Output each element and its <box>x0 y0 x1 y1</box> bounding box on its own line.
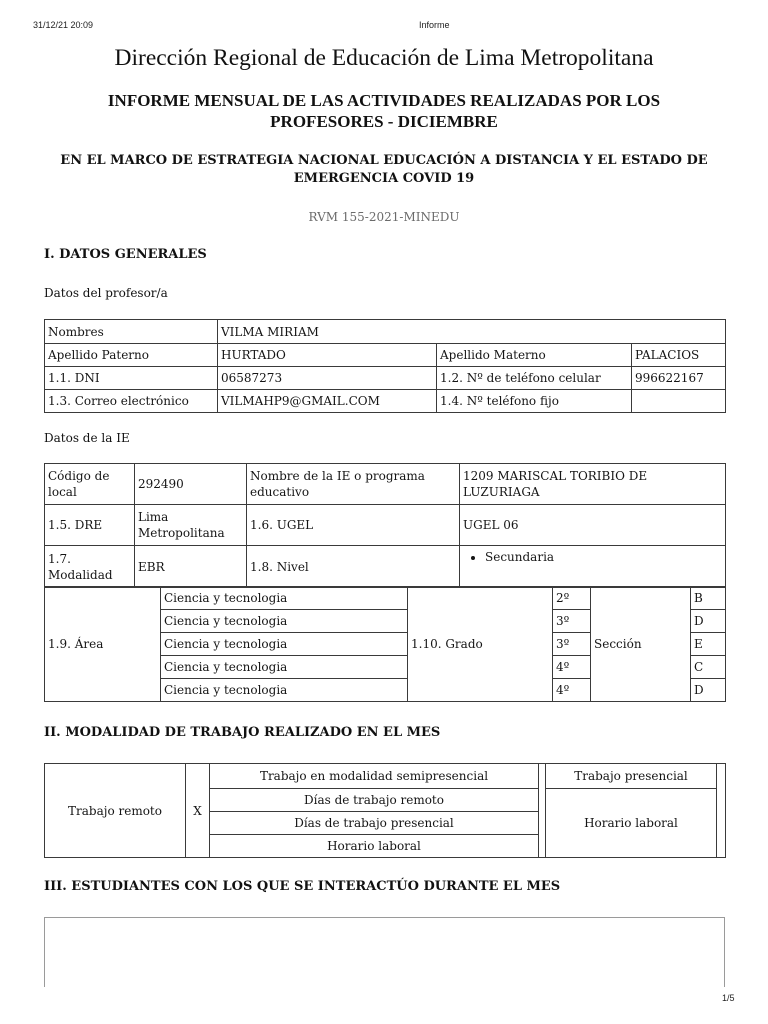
area-value: Ciencia y tecnologia <box>161 610 408 633</box>
apellido-materno-value: PALACIOS <box>632 344 726 367</box>
section-heading-modalidad: II. MODALIDAD DE TRABAJO REALIZADO EN EL MES <box>44 725 441 740</box>
table-row <box>45 546 726 588</box>
semipresencial-item: Días de trabajo presencial <box>210 812 539 835</box>
teacher-data-table <box>44 319 726 413</box>
area-label: 1.9. Área <box>45 587 161 702</box>
report-subtitle-line: INFORME MENSUAL DE LAS ACTIVIDADES REALIZADAS POR LOS <box>107 91 661 110</box>
table-row <box>45 367 726 390</box>
table-row <box>45 587 726 610</box>
apellido-paterno-value: HURTADO <box>218 344 437 367</box>
resolution-code: RVM 155-2021-MINEDU <box>308 210 460 224</box>
ugel-value: UGEL 06 <box>460 505 726 546</box>
presencial-item: Horario laboral <box>546 789 717 858</box>
nivel-label: 1.8. Nivel <box>247 546 460 588</box>
print-datetime: 31/12/21 20:09 <box>33 20 94 30</box>
presencial-label: Trabajo presencial <box>546 764 717 789</box>
seccion-label: Sección <box>591 587 691 702</box>
area-value: Ciencia y tecnologia <box>161 656 408 679</box>
semipresencial-item: Horario laboral <box>210 835 539 858</box>
section-heading-estudiantes: III. ESTUDIANTES CON LOS QUE SE INTERACTÚO DURANTE EL MES <box>44 879 561 894</box>
seccion-value: B <box>691 587 726 610</box>
codigo-local-label: Código de local <box>45 464 135 505</box>
teacher-caption: Datos del profesor/a <box>44 286 168 300</box>
framework-heading-line: EMERGENCIA COVID 19 <box>293 171 475 186</box>
table-row <box>45 464 726 505</box>
page-title: Dirección Regional de Educación de Lima Metropolitana <box>114 45 654 71</box>
codigo-local-value: 292490 <box>135 464 247 505</box>
table-row <box>45 390 726 413</box>
grado-label: 1.10. Grado <box>408 587 553 702</box>
grado-value: 4º <box>553 679 591 702</box>
ie-data-table <box>44 463 726 588</box>
semipresencial-label: Trabajo en modalidad semipresencial <box>210 764 539 789</box>
seccion-value: D <box>691 610 726 633</box>
correo-label: 1.3. Correo electrónico <box>45 390 218 413</box>
apellido-materno-label: Apellido Materno <box>437 344 632 367</box>
telefono-fijo-label: 1.4. Nº teléfono fijo <box>437 390 632 413</box>
seccion-value: D <box>691 679 726 702</box>
work-modality-table <box>44 763 726 858</box>
table-row <box>45 344 726 367</box>
ie-nombre-value: 1209 MARISCAL TORIBIO DE LUZURIAGA <box>460 464 726 505</box>
report-subtitle-line: PROFESORES - DICIEMBRE <box>270 112 498 131</box>
print-doc-title: Informe <box>419 20 450 30</box>
grado-value: 3º <box>553 610 591 633</box>
nivel-value <box>460 546 726 588</box>
nombres-value: VILMA MIRIAM <box>218 320 726 344</box>
area-grado-table <box>44 586 726 702</box>
students-box <box>44 917 725 987</box>
dre-value: Lima Metropolitana <box>135 505 247 546</box>
ugel-label: 1.6. UGEL <box>247 505 460 546</box>
dni-value: 06587273 <box>218 367 437 390</box>
semipresencial-item: Días de trabajo remoto <box>210 789 539 812</box>
remote-work-mark: X <box>186 764 210 858</box>
grado-value: 3º <box>553 633 591 656</box>
table-row <box>45 320 726 344</box>
telefono-fijo-value <box>632 390 726 413</box>
list-item: • Secundaria <box>485 549 722 565</box>
area-value: Ciencia y tecnologia <box>161 633 408 656</box>
page-number: 1/5 <box>722 993 735 1003</box>
spacer-cell <box>539 764 546 858</box>
ie-nombre-label: Nombre de la IE o programa educativo <box>247 464 460 505</box>
table-row <box>45 764 726 789</box>
modalidad-value: EBR <box>135 546 247 588</box>
modalidad-label: 1.7. Modalidad <box>45 546 135 588</box>
dre-label: 1.5. DRE <box>45 505 135 546</box>
area-value: Ciencia y tecnologia <box>161 679 408 702</box>
table-row <box>45 505 726 546</box>
spacer-cell <box>717 764 726 858</box>
ie-caption: Datos de la IE <box>44 431 130 445</box>
apellido-paterno-label: Apellido Paterno <box>45 344 218 367</box>
framework-heading <box>0 152 768 188</box>
dni-label: 1.1. DNI <box>45 367 218 390</box>
nivel-list <box>463 549 722 565</box>
celular-label: 1.2. Nº de teléfono celular <box>437 367 632 390</box>
seccion-value: E <box>691 633 726 656</box>
seccion-value: C <box>691 656 726 679</box>
report-subtitle <box>0 90 768 132</box>
grado-value: 2º <box>553 587 591 610</box>
grado-value: 4º <box>553 656 591 679</box>
area-value: Ciencia y tecnologia <box>161 587 408 610</box>
framework-heading-line: EN EL MARCO DE ESTRATEGIA NACIONAL EDUCACIÓN A DISTANCIA Y EL ESTADO DE <box>60 153 708 168</box>
nombres-label: Nombres <box>45 320 218 344</box>
section-heading-datos-generales: I. DATOS GENERALES <box>44 247 207 262</box>
celular-value: 996622167 <box>632 367 726 390</box>
remote-work-label: Trabajo remoto <box>45 764 186 858</box>
correo-value: VILMAHP9@GMAIL.COM <box>218 390 437 413</box>
